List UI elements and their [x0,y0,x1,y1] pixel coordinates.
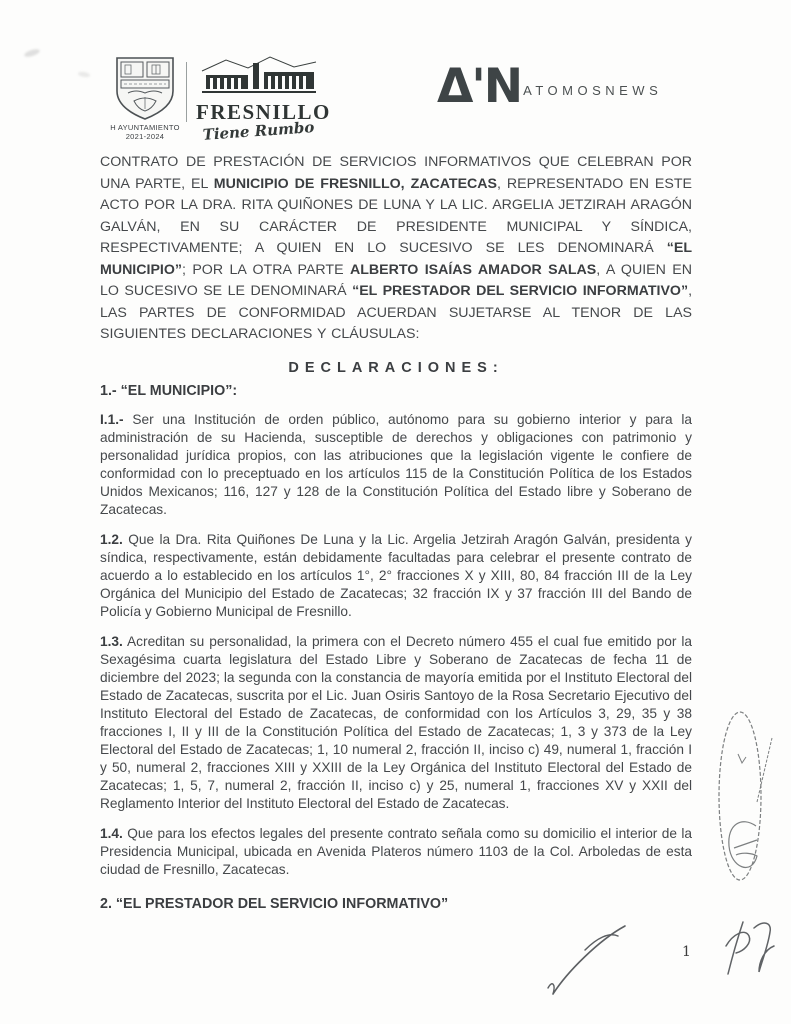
fresnillo-tagline: Tiene Rumbo [202,118,315,144]
opening-paragraph: CONTRATO DE PRESTACIÓN DE SERVICIOS INFORMATIVOS QUE CELEBRAN POR UNA PARTE, EL MUNICIPIO DE FRESNILLO, ZACATECAS, REPRESENTADO EN ESTE ACTO POR LA DRA. RITA QUIÑONES DE LUNA Y LA LIC. ARGELIA JETZIRAH ARAGÓN GALVÁN, EN SU CARÁCTER DE PRESIDENTE MUNICIPAL Y SÍNDICA, RESPECTIVAMENTE; A QUIEN EN LO SUCESIVO SE LES DENOMINARÁ “EL MUNICIPIO”; POR LA OTRA PARTE ALBERTO ISAÍAS AMADOR SALAS, A QUIEN EN LO SUCESIVO SE LE DENOMINARÁ “EL PRESTADOR DEL SERVICIO INFORMATIVO”, LAS PARTES DE CONFORMIDAD ACUERDAN SUJETARSE AL TENOR DE LAS SIGUIENTES DECLARACIONES Y CLÁUSULAS: [100,154,693,342]
oval-rubric-signature [712,706,776,911]
paraph-signature [543,918,635,1003]
atomosnews-logo [437,58,697,116]
section-2-heading: 2. “EL PRESTADOR DEL SERVICIO INFORMATIVO” [100,895,449,912]
initials-signature [720,914,780,989]
declarations-heading: DECLARACIONES: [288,359,504,376]
document-header [0,0,791,150]
coat-of-arms-icon [103,53,187,121]
fresnillo-building-icon [198,84,320,101]
header-divider [186,62,187,122]
section-1-heading: 1.- “EL MUNICIPIO”: [100,382,238,399]
clause-1-3: 1.3. Acreditan su personalidad, la primera con el Decreto número 455 el cual fue emitido por la Sexagésima cuarta legislatura del Estado Libre y Soberano de Zacatecas de fecha 11 de diciembre del 2023; la segunda con la constancia de mayoría emitida por el Instituto Electoral del Estado de Zacatecas, suscrita por el Lic. Juan Osiris Santoyo de la Rosa Secretario Ejecutivo del Instituto Electoral del Estado de Zacatecas, de conformidad con los Artículos 3, 29, 35 y 38 fracciones I, II y III de la Constitución Política del Estado de Zacatecas; 1, 3 y 373 de la Ley Electoral del Estado de Zacatecas; 1, 10 numeral 2, fracción II, inciso c) 49, numeral 1, fracción I y 50, numeral 2, fracciones XIII y XXIII de la Ley Orgánica del Instituto Electoral del Estado de Zacatecas; 1, 5, 7, numeral 2, fracción II, inciso c) y 25, numeral 1, fracciones XV y XXII del Reglamento Interior del Instituto Electoral del Estado de Zacatecas. [100,633,692,811]
clause-i1: I.1.- Ser una Institución de orden público, autónomo para su gobierno interior y para la administración de su Hacienda, susceptible de derechos y obligaciones con patrimonio y personalidad jurídica propios, con las atribuciones que la legislación vigente le confiere de conformidad con lo preceptuado en los artículos 115 de la Constitución Política de los Estados Unidos Mexicanos; 116, 127 y 128 de la Constitución Política del Estado libre y Soberano de Zacatecas. [100,411,692,517]
crest-caption-line2: 2021-2024 [125,132,165,141]
clause-1-2: 1.2. Que la Dra. Rita Quiñones De Luna y la Lic. Argelia Jetzirah Aragón Galván, presidenta y síndica, respectivamente, están debidamente facultadas para celebrar el presente contrato de acuerdo a lo establecido en los artículos 1°, 2° fracciones X y XIII, 80, 84 fracción III de la Ley Orgánica del Municipio del Estado de Zacatecas; 32 fracción IX y 37 fracción III del Bando de Policía y Gobierno Municipal de Fresnillo. [100,531,692,619]
page-number: 1 [682,944,691,960]
an-monogram: Δ'N [437,59,522,114]
fresnillo-wordmark: FRESNILLO [196,100,331,124]
clause-1-4: 1.4. Que para los efectos legales del presente contrato señala como su domicilio el interior de la Presidencia Municipal, ubicada en Avenida Plateros número 1103 de la Col. Arboledas de esta ciudad de Fresnillo, Zacatecas. [100,825,692,877]
fresnillo-logo [196,55,331,144]
atomosnews-wordmark: ATOMOSNEWS [523,83,663,98]
fresnillo-coat-of-arms [103,53,187,141]
crest-caption-line1: H AYUNTAMIENTO [110,123,180,132]
contract-body [100,152,692,912]
